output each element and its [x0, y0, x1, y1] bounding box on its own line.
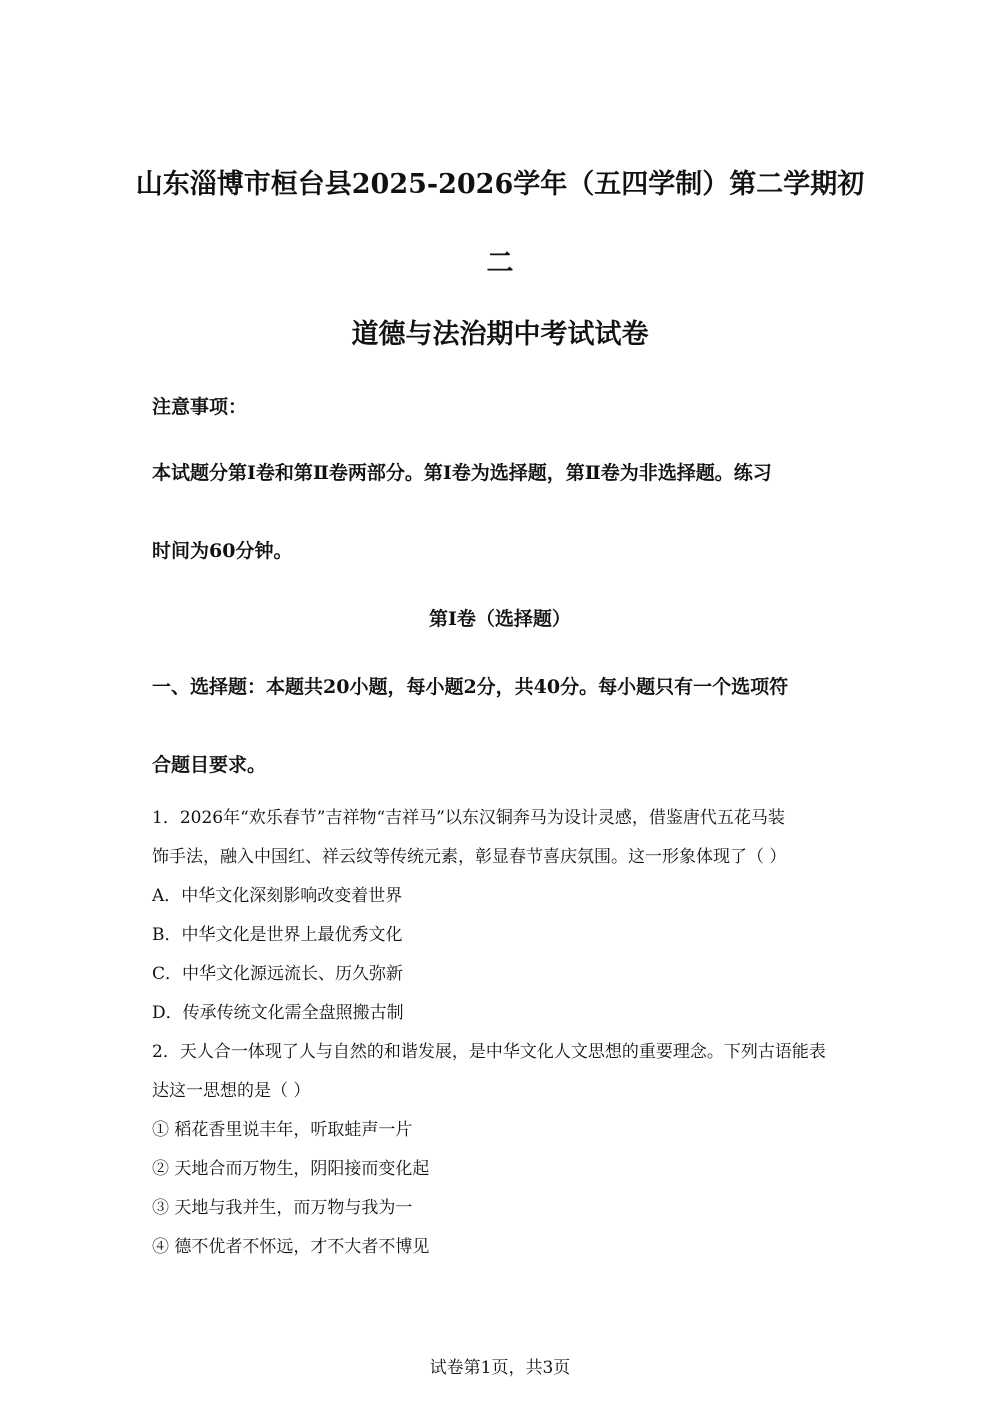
exam-subject-title: 道德与法治期中考试试卷	[351, 319, 649, 350]
exam-title-line2: 二	[486, 248, 514, 279]
notice-text-line1: 本试题分第Ⅰ卷和第Ⅱ卷两部分。第Ⅰ卷为选择题，第Ⅱ卷为非选择题。练习	[152, 462, 772, 484]
question-1-stem-line2: 饰手法，融入中国红、祥云纹等传统元素，彰显春节喜庆氛围。这一形象体现了（ ）	[152, 847, 787, 867]
question-1-stem-line1: 1．2026年“欢乐春节”吉祥物“吉祥马”以东汉铜奔马为设计灵感，借鉴唐代五花马装	[152, 808, 785, 828]
question-2-item-3: ③ 天地与我并生，而万物与我为一	[152, 1198, 413, 1218]
notice-heading: 注意事项：	[152, 396, 248, 418]
question-1-option-b: B．中华文化是世界上最优秀文化	[152, 925, 403, 945]
section-instruction-line2: 合题目要求。	[152, 754, 267, 776]
question-1-option-d: D．传承传统文化需全盘照搬古制	[152, 1003, 404, 1023]
question-2-item-1: ① 稻花香里说丰年，听取蛙声一片	[152, 1120, 413, 1140]
notice-text-line2: 时间为60分钟。	[152, 540, 293, 562]
section-instruction-line1: 一、选择题：本题共20小题，每小题2分，共40分。每小题只有一个选项符	[152, 676, 789, 698]
question-2-item-2: ② 天地合而万物生，阴阳接而变化起	[152, 1159, 430, 1179]
question-2-item-4: ④ 德不优者不怀远，才不大者不博见	[152, 1237, 430, 1257]
question-1-option-c: C．中华文化源远流长、历久弥新	[152, 964, 404, 984]
question-2-stem-line2: 达这一思想的是（ ）	[152, 1081, 311, 1101]
question-1-option-a: A．中华文化深刻影响改变着世界	[152, 886, 403, 906]
exam-title-line1: 山东淄博市桓台县2025-2026学年（五四学制）第二学期初	[135, 169, 865, 200]
question-2-stem-line1: 2．天人合一体现了人与自然的和谐发展，是中华文化人文思想的重要理念。下列古语能表	[152, 1042, 826, 1062]
page-footer: 试卷第1页，共3页	[429, 1358, 571, 1378]
section-title: 第Ⅰ卷（选择题）	[429, 608, 571, 630]
